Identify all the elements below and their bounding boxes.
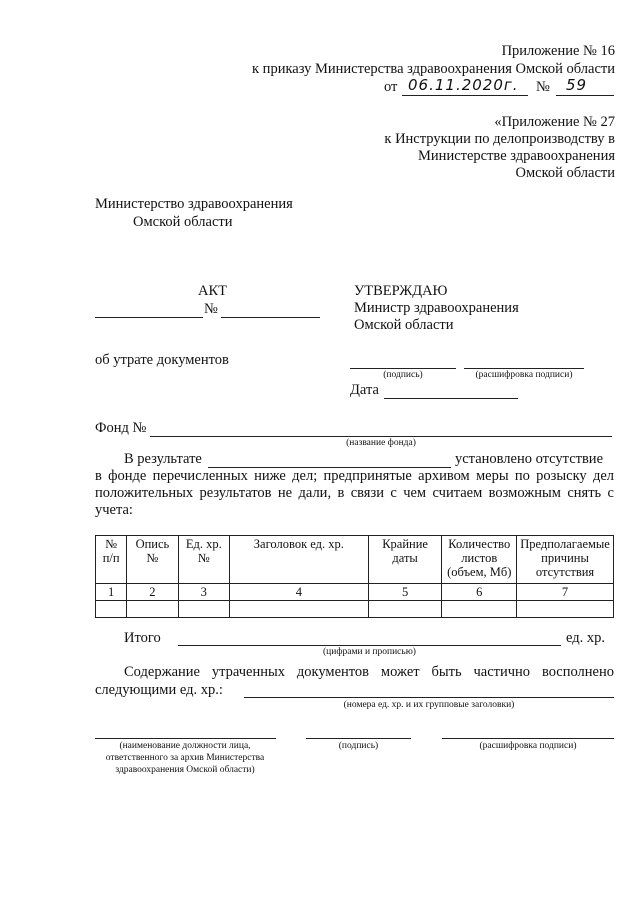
total-line — [178, 645, 561, 646]
table-cell — [517, 601, 614, 618]
date-underline — [402, 95, 528, 96]
col-number-cell: 6 — [442, 584, 517, 601]
col-header-number: № п/п — [96, 536, 127, 584]
col-header-title: Заголовок ед. хр. — [229, 536, 368, 584]
total-caption: (цифрами и прописью) — [323, 647, 416, 657]
position-line — [95, 738, 276, 739]
total-label: Итого — [124, 630, 161, 646]
table-cell — [96, 601, 127, 618]
col-header-sheets: Количество листов (объем, Мб) — [442, 536, 517, 584]
appendix-27-line3: Министерстве здравоохранения — [418, 148, 615, 164]
act-subject: об утрате документов — [95, 352, 229, 368]
col-header-storage-unit: Ед. хр. № — [178, 536, 229, 584]
appendix-16-title: Приложение № 16 — [501, 43, 615, 59]
approve-signature-line — [350, 368, 456, 369]
approve-date-label: Дата — [350, 382, 379, 398]
act-title: АКТ — [198, 283, 227, 299]
col-number-cell: 4 — [229, 584, 368, 601]
appendix-27-line4: Омской области — [515, 165, 615, 181]
table-cell — [442, 601, 517, 618]
number-underline — [556, 95, 614, 96]
lost-documents-table — [95, 535, 614, 618]
number-label: № — [536, 79, 550, 95]
table-number-row — [96, 584, 614, 601]
position-caption-line2: ответственного за архив Министерства — [105, 753, 265, 763]
act-number-label: № — [204, 301, 218, 317]
table-cell — [368, 601, 442, 618]
from-label: от — [384, 79, 398, 95]
col-header-reasons: Предполагаемые причины отсутствия — [517, 536, 614, 584]
fond-label: Фонд № — [95, 420, 147, 436]
approve-date-line — [384, 398, 518, 399]
table-cell — [127, 601, 178, 618]
position-caption-line3: здравоохранения Омской области) — [115, 765, 255, 775]
col-number-cell: 2 — [127, 584, 178, 601]
approve-signature-caption: (подпись) — [383, 370, 423, 380]
org-name-line2: Омской области — [133, 214, 233, 230]
approve-decode-caption: (расшифровка подписи) — [475, 370, 573, 380]
signature-line — [306, 738, 411, 739]
appendix-27-line2: к Инструкции по делопроизводству в — [384, 131, 615, 147]
fond-name-caption: (название фонда) — [346, 438, 416, 448]
appendix-27-title: «Приложение № 27 — [494, 114, 615, 130]
approve-title: УТВЕРЖДАЮ — [354, 283, 448, 299]
signature-caption: (подпись) — [338, 741, 379, 751]
fond-name-line — [150, 436, 612, 437]
org-name-line1: Министерство здравоохранения — [95, 196, 293, 212]
col-header-inventory: Опись № — [127, 536, 178, 584]
position-caption-line1: (наименование должности лица, — [119, 741, 251, 751]
approve-decode-line — [464, 368, 584, 369]
col-number-cell: 3 — [178, 584, 229, 601]
paragraph-rest: в фонде перечисленных ниже дел; предпринятые архивом меры по розыску дел положительных результатов не дали, в связи с чем считаем возможным снять с учета: — [95, 468, 614, 518]
decode-line — [442, 738, 614, 739]
approve-position-line2: Омской области — [354, 317, 454, 333]
paragraph-mid: установлено отсутствие — [455, 451, 604, 467]
decode-caption: (расшифровка подписи) — [479, 741, 577, 751]
order-reference: к приказу Министерства здравоохранения Омской области — [252, 61, 615, 77]
act-number-underline-right — [221, 317, 320, 318]
act-number-underline-left — [95, 317, 203, 318]
content-caption: (номера ед. хр. и их групповые заголовки) — [343, 700, 515, 710]
paragraph-start: В результате — [124, 451, 202, 467]
table-cell — [178, 601, 229, 618]
content-line1: Содержание утраченных документов может быть частично восполнено — [124, 664, 614, 680]
content-line2: следующими ед. хр.: — [95, 682, 223, 698]
col-header-dates: Крайние даты — [368, 536, 442, 584]
order-date-handwritten: 06.11.2020г. — [408, 76, 519, 94]
total-suffix: ед. хр. — [566, 630, 605, 646]
col-number-cell: 1 — [96, 584, 127, 601]
approve-position-line1: Министр здравоохранения — [354, 300, 519, 316]
table-empty-row — [96, 601, 614, 618]
table-cell — [229, 601, 368, 618]
col-number-cell: 7 — [517, 584, 614, 601]
col-number-cell: 5 — [368, 584, 442, 601]
order-number-handwritten: 59 — [566, 76, 588, 94]
content-line — [244, 697, 614, 698]
table-header-row — [96, 536, 614, 584]
